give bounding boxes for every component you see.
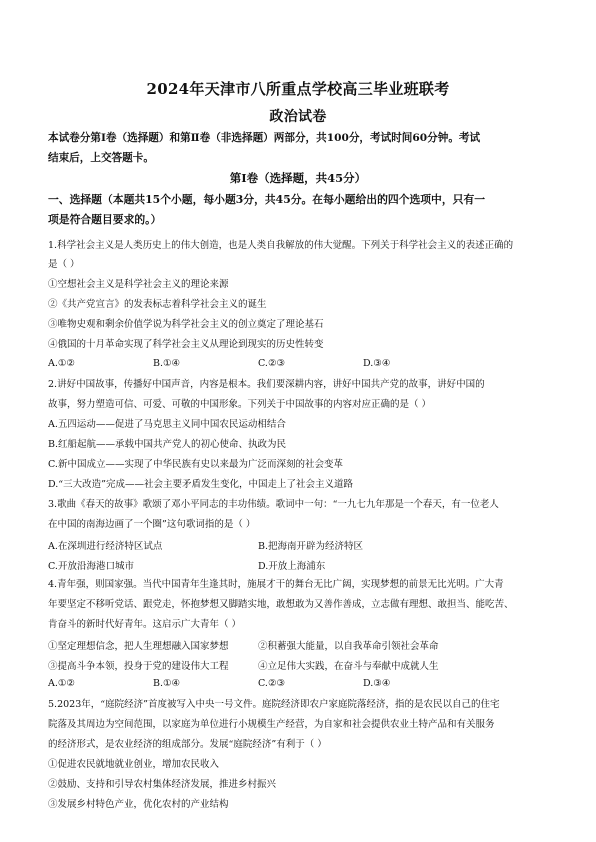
q4-option-c[interactable]: C.②③ xyxy=(258,678,285,689)
q4-items-row xyxy=(48,638,548,652)
q1-item: ④俄国的十月革命实现了科学社会主义从理论到现实的历史性转变 xyxy=(48,339,324,350)
q4-option-b[interactable]: B.①④ xyxy=(153,678,181,689)
q3-option-c[interactable]: C.开放沿海港口城市 xyxy=(48,561,134,572)
q3-stem-line: 3.歌曲《春天的故事》歌颂了邓小平同志的丰功伟绩。歌词中一句：“一九七九年那是一个春天，有一位老人 xyxy=(48,499,499,510)
q5-stem-line: 的经济形式，是农业经济的组成部分。发展“庭院经济”有利于（ ） xyxy=(48,739,327,750)
q3-options-row xyxy=(48,538,548,552)
q5-item: ③发展乡村特色产业，优化农村的产业结构 xyxy=(48,799,229,810)
q2-option-a[interactable]: A.五四运动——促进了马克思主义同中国农民运动相结合 xyxy=(48,419,286,430)
part-heading-line: 项是符合题目要求的。） xyxy=(48,213,162,226)
q4-stem-line: 4.青年强，则国家强。当代中国青年生逢其时，施展才干的舞台无比广阔，实现梦想的前景无比光明。广大青 xyxy=(48,579,504,590)
q1-item: ②《共产党宣言》的发表标志着科学社会主义的诞生 xyxy=(48,299,267,310)
part-heading-line: 一、选择题（本题共15个小题，每小题3分，共45分。在每小题给出的四个选项中，只有一 xyxy=(48,193,486,206)
q1-option-b[interactable]: B.①④ xyxy=(153,358,181,369)
q4-stem-line: 肯奋斗的新时代好青年。这启示广大青年（ ） xyxy=(48,619,242,630)
section-title: 第Ⅰ卷（选择题，共45分） xyxy=(229,171,367,185)
q2-stem-line: 2.讲好中国故事，传播好中国声音，内容是根本。我们要深耕内容，讲好中国共产党的故事，讲好中国的 xyxy=(48,379,485,390)
q5-item: ①促进农民就地就业创业，增加农民收入 xyxy=(48,759,220,770)
instructions-line: 本试卷分第Ⅰ卷（选择题）和第Ⅱ卷（非选择题）两部分，共100分，考试时间60分钟。考试 xyxy=(48,132,481,144)
q2-option-b[interactable]: B.红船起航——承载中国共产党人的初心使命、执政为民 xyxy=(48,439,287,450)
exam-subject: 政治试卷 xyxy=(269,109,327,125)
q4-items-row xyxy=(48,658,548,672)
q4-option-d[interactable]: D.③④ xyxy=(363,678,391,689)
q1-option-d[interactable]: D.③④ xyxy=(363,358,391,369)
instructions-line: 结束后，上交答题卡。 xyxy=(48,152,154,164)
q4-item: ④立足伟大实践，在奋斗与奉献中成就人生 xyxy=(258,661,439,672)
q4-item: ①坚定理想信念，把人生理想融入国家梦想 xyxy=(48,641,229,652)
q3-options-row xyxy=(48,558,548,572)
q3-option-a[interactable]: A.在深圳进行经济特区试点 xyxy=(48,541,163,552)
q1-stem-line: 1.科学社会主义是人类历史上的伟大创造，也是人类自我解放的伟大觉醒。下列关于科学社会主义的表述正确的 xyxy=(48,240,514,251)
q1-item: ①空想社会主义是科学社会主义的理论来源 xyxy=(48,279,229,290)
q2-option-c[interactable]: C.新中国成立——实现了中华民族有史以来最为广泛而深刻的社会变革 xyxy=(48,459,343,470)
q4-options xyxy=(48,678,548,692)
q1-options xyxy=(48,358,548,372)
q4-stem-line: 年要坚定不移听党话、跟党走，怀抱梦想又脚踏实地，敢想敢为又善作善成，立志做有理想、敢担当、能吃苦、 xyxy=(48,599,514,610)
q1-item: ③唯物史观和剩余价值学说为科学社会主义的创立奠定了理论基石 xyxy=(48,319,324,330)
q5-stem-line: 院落及其周边为空间范围，以家庭为单位进行小规模生产经营，为自家和社会提供农业土特产品和有关服务 xyxy=(48,719,495,730)
q1-option-a[interactable]: A.①② xyxy=(48,358,75,369)
q3-option-d[interactable]: D.开放上海浦东 xyxy=(258,561,326,572)
q4-option-a[interactable]: A.①② xyxy=(48,678,75,689)
q5-item: ②鼓励、支持和引导农村集体经济发展，推进乡村振兴 xyxy=(48,779,277,790)
q4-item: ②积蓄强大能量，以自我革命引领社会革命 xyxy=(258,641,439,652)
instructions xyxy=(48,128,556,168)
q2-option-d[interactable]: D.“三大改造”完成——社会主要矛盾发生变化，中国走上了社会主义道路 xyxy=(48,479,354,490)
q3-option-b[interactable]: B.把海南开辟为经济特区 xyxy=(258,541,364,552)
q5-stem-line: 5.2023年，“庭院经济”首度被写入中央一号文件。庭院经济即农户家庭院落经济，指的是农民以自己的住宅 xyxy=(48,699,500,710)
q1-option-c[interactable]: C.②③ xyxy=(258,358,285,369)
q2-stem-line: 故事，努力塑造可信、可爱、可敬的中国形象。下列关于中国故事的内容对应正确的是（ ） xyxy=(48,399,432,410)
exam-title: 2024年天津市八所重点学校高三毕业班联考 xyxy=(146,80,450,98)
q1-stem-line: 是（ ） xyxy=(48,259,80,270)
q3-stem-line: 在中国的南海边画了一个圈”这句歌词指的是（ ） xyxy=(48,519,256,530)
q4-item: ③提高斗争本领，投身于党的建设伟大工程 xyxy=(48,661,229,672)
